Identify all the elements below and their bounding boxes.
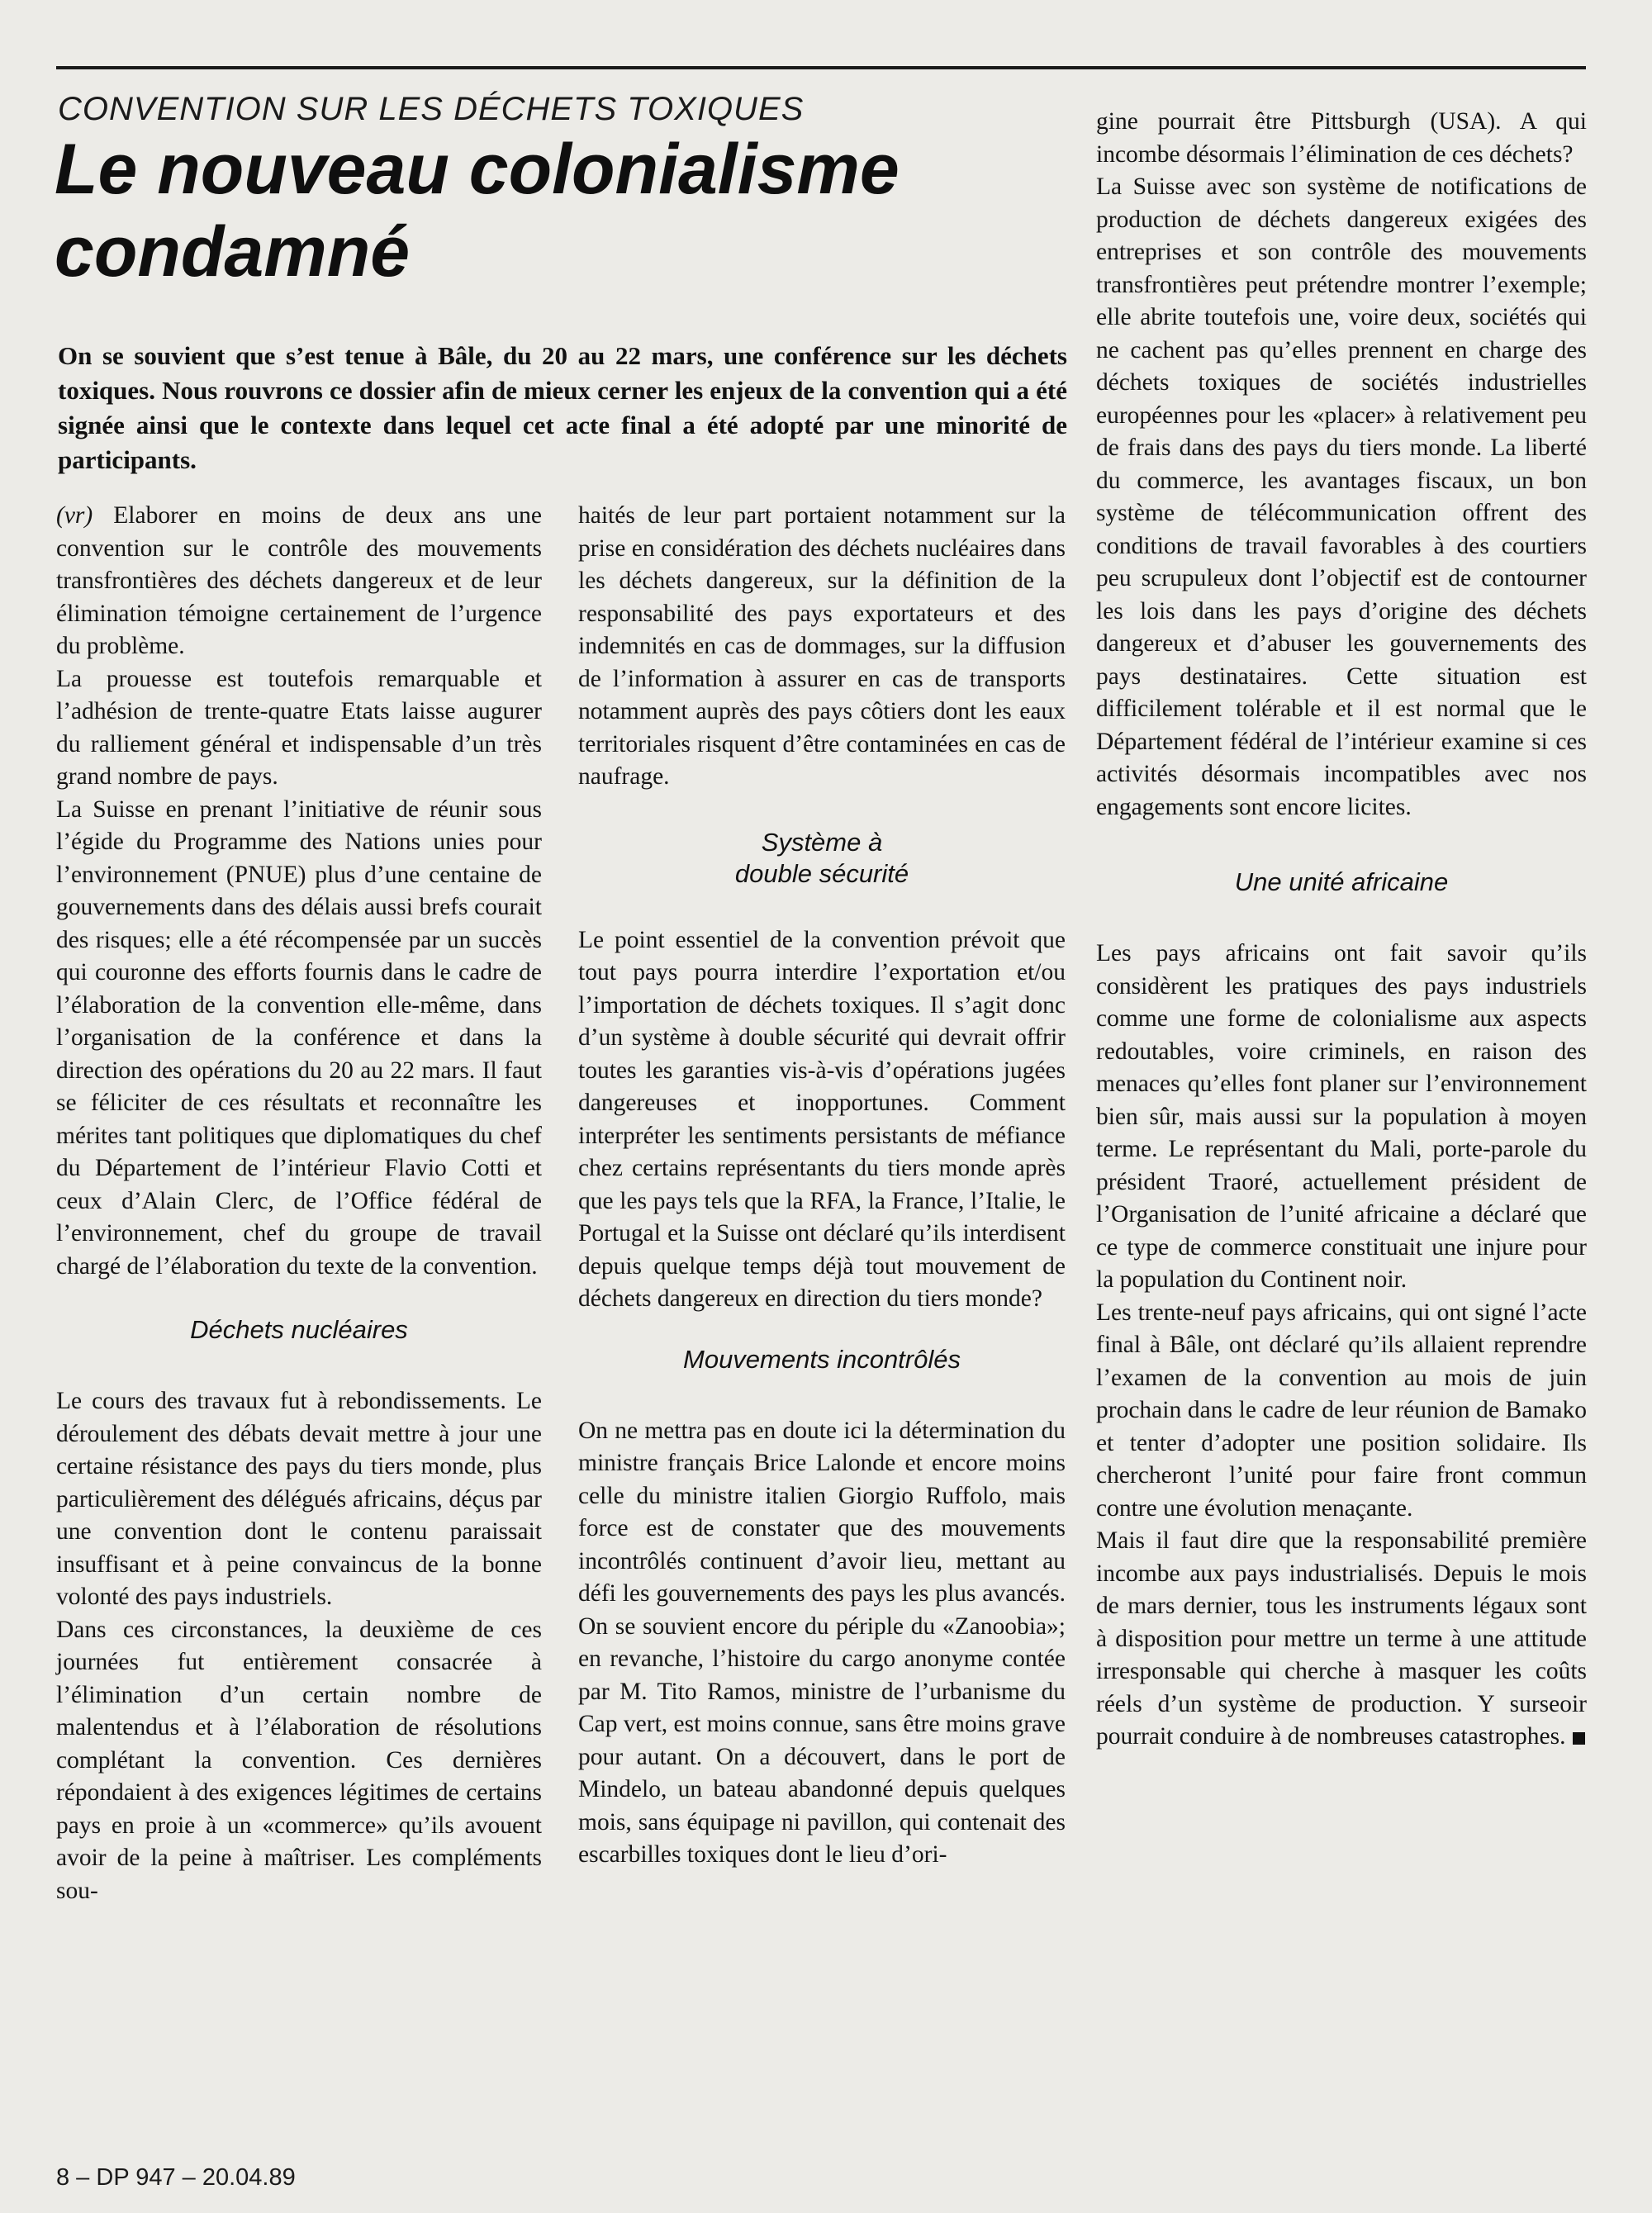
paragraph-text: Elaborer en moins de deux ans une convention sur le contrôle des mouvements transfrontières des déchets dangereux et de leur élimination témoigne certainement de l’urgence du problème. — [56, 502, 543, 659]
paragraph: Le cours des travaux fut à rebondissements. Le déroulement des débats devait mettre à jour une certaine résistance des pays du tiers monde, plus particulièrement des délégués africains, déçus par une convention dont le contenu paraissait insuffisant et à peine convaincus de la bonne volonté des pays industriels. — [56, 1388, 542, 1610]
subheading-dechets-nucleaires: Déchets nucléaires — [190, 1315, 408, 1344]
subheading-systeme-double-securite — [578, 827, 1066, 890]
paragraph: Les pays africains ont fait savoir qu’ils considèrent les pratiques des pays industriels comme une forme de colonialisme aux aspects redoutables, voire criminels, en raison des menaces qu’elles font planer sur l’environnement bien sûr, mais aussi sur la population à moyen terme. Le représentant du Mali, porte-parole du président Traoré, actuellement président de l’Organisation de l’unité africaine a déclaré que ce type de commerce constituait une injure pour la population du Continent noir. — [1096, 940, 1587, 1293]
paragraph: La prouesse est toutefois remarquable et l’adhésion de trente-quatre Etats laisse augurer du ralliement général et indispensable d’un très grand nombre de pays. — [56, 665, 542, 790]
paragraph: La Suisse avec son système de notifications de production de déchets dangereux exigées des entreprises et son contrôle des mouvements transfrontières peut prétendre montrer l’exemple; elle abrite toutefois une, voire deux, sociétés qui ne cachent pas qu’elles prennent en charge des déchets toxiques de sociétés industrielles européennes pour les «placer» à relativement peu de frais dans des pays du tiers monde. La liberté du commerce, les avantages fiscaux, un bon système de télécommunication offrent des conditions de travail favorables à des courtiers peu scrupuleux dont l’objectif est de contourner les lois dans les pays d’origine des déchets dangereux et d’abuser les gouvernements des pays destinataires. Cette situation est difficilement tolérable et il est normal que le Département fédéral de l’intérieur examine si ces activités désormais incompatibles avec nos engagements sont encore licites. — [1096, 173, 1587, 820]
paragraph-text: Mais il faut dire que la responsabilité première incombe aux pays industrialisés. Depuis le mois de mars dernier, tous les instruments légaux sont à disposition pour mettre un terme à une attitude irresponsable qui cherche à masquer les coûts réels d’un système de production. Y surseoir pourrait conduire à de nombreuses catastrophes. — [1096, 1527, 1587, 1750]
article-lead: On se souvient que s’est tenue à Bâle, du 20 au 22 mars, une conférence sur les déchets toxiques. Nous rouvrons ce dossier afin de mieux cerner les enjeux de la convention qui a été signée ainsi que le contexte dans lequel cet acte final a été adopté par une minorité de participants. — [58, 341, 1067, 474]
paragraph — [56, 500, 542, 663]
paragraph: Les trente-neuf pays africains, qui ont signé l’acte final à Bâle, ont déclaré qu’ils allaient reprendre l’examen de la convention au mois de juin prochain dans le cadre de leur réunion de Bamako et tenter d’adopter une position solidaire. Ils chercheront l’unité pour faire front commun contre une évolution menaçante. — [1096, 1299, 1587, 1522]
subheading-unite-africaine: Une unité africaine — [1234, 867, 1449, 896]
column-1 — [56, 500, 542, 1907]
subheading-line: Système à — [761, 827, 883, 857]
paragraph: Le point essentiel de la convention prévoit que tout pays pourra interdire l’exportation et/ou l’importation de déchets toxiques. Il s’agit donc d’un système à double sécurité qui devrait offrir toutes les garanties vis-à-vis d’opérations jugées dangereuses et inopportunes. Comment interpréter les sentiments persistants de méfiance chez certains représentants du tiers monde après que les pays tels que la RFA, la France, l’Italie, le Portugal et la Suisse ont déclaré qu’ils interdisent depuis quelque temps déjà tout mouvement de déchets dangereux en direction du tiers monde? — [578, 926, 1066, 1312]
end-of-article-mark — [1573, 1732, 1585, 1745]
byline: (vr) — [56, 502, 93, 529]
top-rule — [56, 66, 1586, 69]
paragraph: gine pourrait être Pittsburgh (USA). A qui incombe désormais l’élimination de ces déchets? — [1096, 108, 1587, 168]
paragraph: On ne mettra pas en doute ici la détermination du ministre français Brice Lalonde et encore moins celle du ministre italien Giorgio Ruffolo, mais force est de constater que des mouvements incontrôlés continuent d’avoir lieu, mettant au défi les gouvernements des pays les plus avancés. On se souvient encore du périple du «Zanoobia»; en revanche, l’histoire du cargo anonyme contée par M. Tito Ramos, ministre de l’urbanisme du Cap vert, est moins connue, sans être moins grave pour autant. On a découvert, dans le port de Mindelo, un bateau abandonné depuis quelques mois, sans équipage ni pavillon, qui contenait des escarbilles toxiques dont le lieu d’ori- — [578, 1417, 1066, 1868]
subheading-mouvements-incontroles: Mouvements incontrôlés — [683, 1344, 961, 1374]
column-3 — [1096, 106, 1587, 1754]
subheading-line: double sécurité — [734, 858, 909, 888]
article-kicker: CONVENTION SUR LES DÉCHETS TOXIQUES — [58, 91, 805, 127]
page-footer: 8 – DP 947 – 20.04.89 — [56, 2164, 296, 2191]
paragraph: haités de leur part portaient notamment sur la prise en considération des déchets nucléaires dans les déchets dangereux, sur la définition de la responsabilité des pays exportateurs et des indemnités en cas de dommages, sur la diffusion de l’information à assurer en cas de transports notamment auprès des pays côtiers dont les eaux territoriales risquent d’être contaminées en cas de naufrage. — [578, 502, 1066, 790]
paragraph: Dans ces circonstances, la deuxième de ces journées fut entièrement consacrée à l’élimination d’un certain nombre de malentendus et à l’élaboration de résolutions complétant la convention. Ces dernières répondaient à des exigences légitimes de certains pays en proie à un «commerce» qu’ils avouent avoir de la peine à maîtriser. Les compléments sou- — [56, 1616, 542, 1904]
article-headline: Le nouveau colonialisme condamné — [55, 130, 900, 292]
column-2 — [578, 500, 1066, 1872]
paragraph: La Suisse en prenant l’initiative de réunir sous l’égide du Programme des Nations unies pour l’environnement (PNUE) plus d’une centaine de gouvernements dans des délais aussi brefs courait des risques; elle a été récompensée par un succès qui couronne des efforts fournis dans le cadre de l’élaboration de la convention elle-même, dans l’organisation de la conférence et dans la direction des opérations du 20 au 22 mars. Il faut se féliciter de ces résultats et reconnaître les mérites tant politiques que diplomatiques du chef du Département de l’intérieur Flavio Cotti et ceux d’Alain Clerc, de l’Office fédéral de l’environnement, chef du groupe de travail chargé de l’élaboration du texte de la convention. — [56, 795, 542, 1280]
paragraph — [1096, 1525, 1587, 1754]
